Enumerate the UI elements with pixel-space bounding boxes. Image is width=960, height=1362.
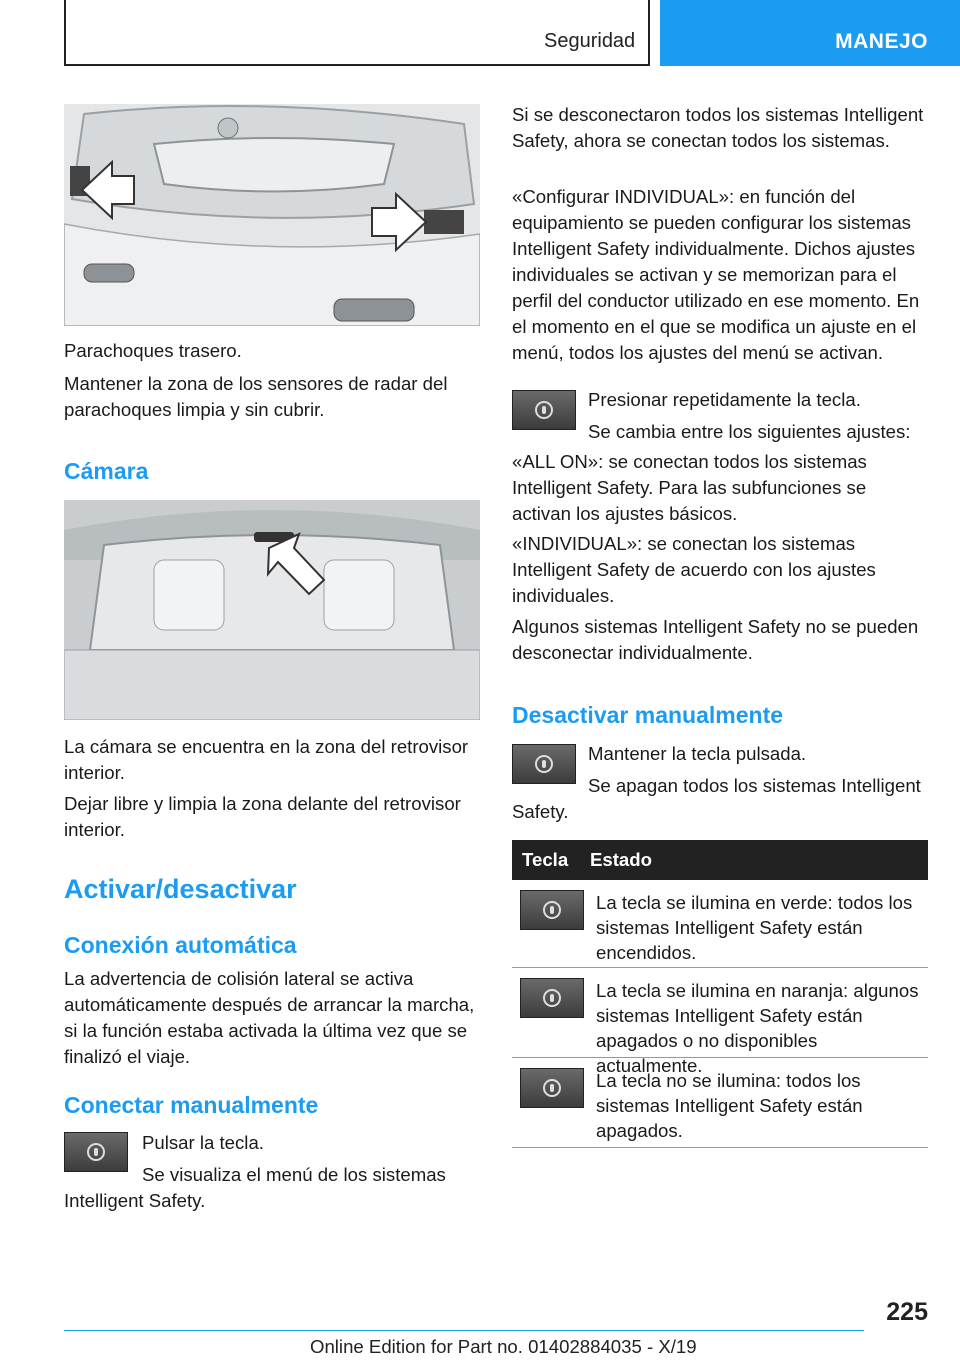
heading-manual-on: Conectar manualmente — [64, 1092, 319, 1118]
table-row — [512, 1058, 928, 1148]
caption-rear-bumper: Parachoques trasero. — [64, 340, 242, 361]
heading-manual-off: Desactivar manualmente — [512, 702, 784, 728]
heading-auto-connect: Conexión automática — [64, 932, 297, 958]
manual-on-step-2: Se visualiza el menú de los sistemas Intelligent Safety. — [64, 1164, 446, 1211]
column-header-status: Estado — [590, 849, 652, 870]
status-off: La tecla no se ilumina: todos los sistemas Intelligent Safety están apagados. — [596, 1070, 863, 1141]
status-green: La tecla se ilumina en verde: todos los sistemas Intelligent Safety están encendidos. — [596, 892, 913, 963]
table-row — [512, 968, 928, 1076]
camera-paragraph-1: La cámara se encuentra en la zona del retrovisor interior. — [64, 736, 469, 783]
individual-paragraph: «INDIVIDUAL»: se conectan los sistemas Intelligent Safety de acuerdo con los ajustes individuales. — [512, 533, 876, 606]
footer-edition: Online Edition for Part no. 01402884035 - X/19 — [310, 1336, 697, 1357]
status-table — [512, 840, 928, 1148]
heading-camera: Cámara — [64, 458, 149, 484]
toggle-settings-step: Se cambia entre los siguientes ajustes: — [588, 421, 911, 442]
camera-figure — [64, 500, 480, 720]
right-paragraph-2: «Configurar INDIVIDUAL»: en función del equipamiento se pueden configurar los sistemas Intelligent Safety individualmente. Dichos ajustes individuales se activan y se memorizan para el perfil del conductor utilizado en ese momento. En el momento en el que se modifica un ajuste en el menú, todos los ajustes del menú se activan. — [512, 186, 920, 363]
table-row — [512, 880, 928, 968]
footer-divider — [64, 1330, 864, 1331]
auto-connect-paragraph: La advertencia de colisión lateral se activa automáticamente después de arrancar la marcha, si la función estaba activada la última vez que se finalizó el viaje. — [64, 968, 475, 1067]
bumper-paragraph: Mantener la zona de los sensores de radar del parachoques limpia y sin cubrir. — [64, 373, 448, 420]
safety-button-icon — [520, 890, 584, 930]
chapter-tab[interactable]: MANEJO — [660, 0, 960, 66]
right-paragraph-1: Si se desconectaron todos los sistemas Intelligent Safety, ahora se conectan todos los sistemas. — [512, 104, 924, 151]
camera-paragraph-2: Dejar libre y limpia la zona delante del retrovisor interior. — [64, 793, 461, 840]
safety-button-icon — [512, 390, 576, 430]
cannot-disable-paragraph: Algunos sistemas Intelligent Safety no se pueden desconectar individualmente. — [512, 616, 919, 663]
all-on-paragraph: «ALL ON»: se conectan todos los sistemas Intelligent Safety. Para las subfunciones se activan los ajustes básicos. — [512, 451, 867, 524]
status-orange: La tecla se ilumina en naranja: algunos sistemas Intelligent Safety están apagados o no disponibles actualmente. — [596, 980, 919, 1076]
heading-activate: Activar/desactivar — [64, 874, 297, 904]
manual-off-step-2: Se apagan todos los sistemas Intelligent Safety. — [512, 775, 921, 822]
section-title: Seguridad — [544, 30, 636, 52]
table-header — [512, 840, 928, 880]
safety-button-icon — [520, 1068, 584, 1108]
page-number: 225 — [886, 1298, 928, 1326]
manual-off-step-1: Mantener la tecla pulsada. — [588, 743, 807, 764]
repeat-press-step: Presionar repetidamente la tecla. — [588, 389, 861, 410]
rear-bumper-figure — [64, 104, 480, 326]
column-header-key: Tecla — [522, 849, 569, 870]
manual-on-step-1: Pulsar la tecla. — [142, 1132, 264, 1153]
safety-button-icon — [520, 978, 584, 1018]
